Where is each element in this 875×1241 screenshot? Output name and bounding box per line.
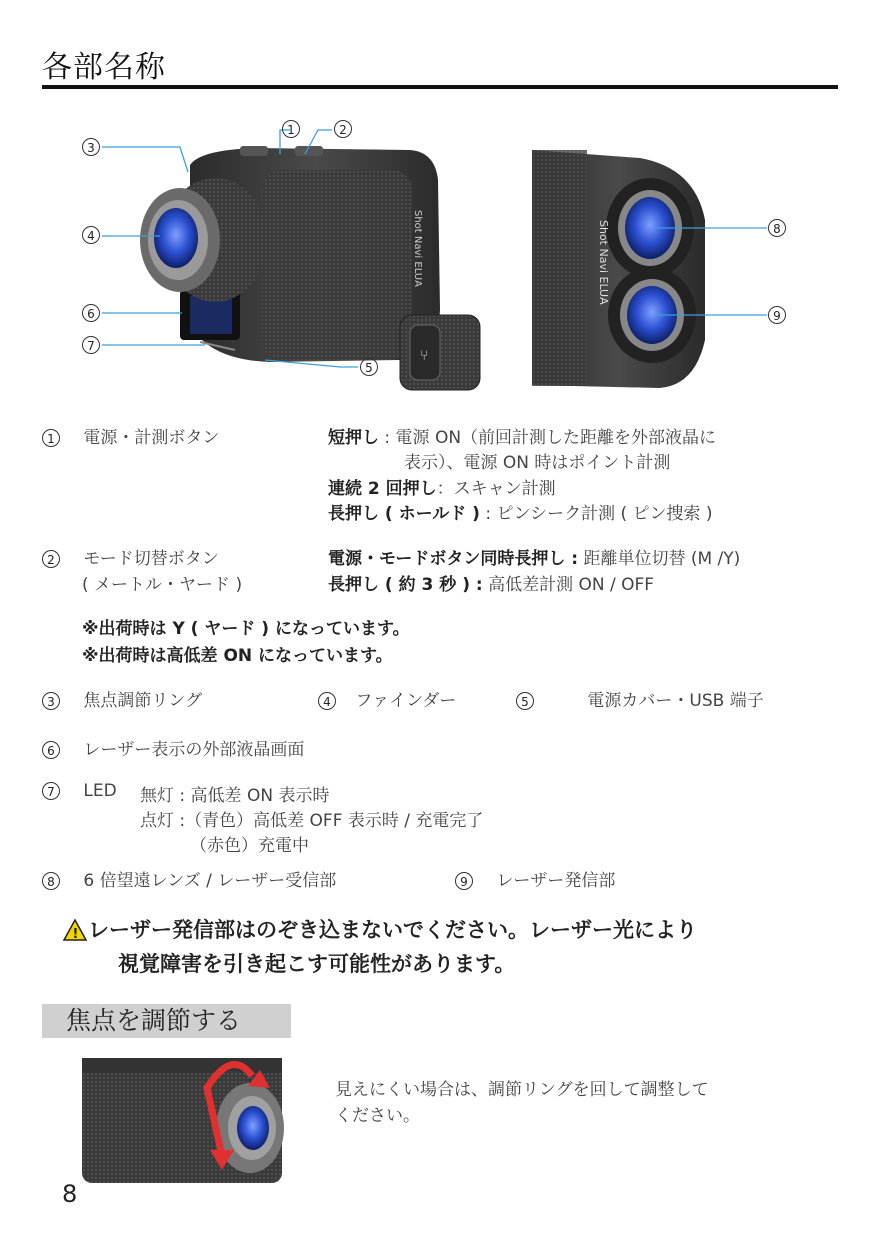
- callout-4: 4: [82, 226, 100, 244]
- item-1-line-1b: 表示）、電源 ON 時はポイント計測: [404, 453, 671, 473]
- item-2: 2 モード切替ボタン: [42, 544, 219, 569]
- callout-2: 2: [334, 120, 352, 138]
- item-2-name2: ( メートル・ヤード ): [82, 575, 243, 595]
- device-diagram: [40, 110, 840, 400]
- device-logo-right: Shot Navi ELUA: [597, 220, 610, 305]
- item-1-name: 電源・計測ボタン: [83, 428, 220, 448]
- focus-illustration: [82, 1048, 292, 1183]
- section-desc-2: ください。: [335, 1106, 420, 1126]
- item-7: 7 LED: [42, 781, 117, 801]
- page-title: 各部名称: [42, 50, 166, 85]
- page-number: 8: [62, 1180, 78, 1208]
- item-7-line-1: 無灯 : 高低差 ON 表示時: [140, 786, 330, 806]
- callout-9: 9: [768, 306, 786, 324]
- item-6: 6 レーザー表示の外部液晶画面: [42, 735, 304, 760]
- callout-3: 3: [82, 138, 100, 156]
- section-desc-1: 見えにくい場合は、調節リングを回して調整して: [335, 1080, 709, 1100]
- item-1-line-1: 短押し : 電源 ON（前回計測した距離を外部液晶に: [328, 428, 717, 448]
- svg-text:⑂: ⑂: [420, 348, 429, 364]
- callout-1: 1: [282, 120, 300, 138]
- item-8: 8 6 倍望遠レンズ / レーザー受信部: [42, 866, 336, 891]
- section-title: 焦点を調節する: [66, 1006, 242, 1035]
- svg-text:!: !: [72, 927, 79, 942]
- item-3: 3 焦点調節リング: [42, 686, 202, 711]
- device-logo-left: Shot Navi ELUA: [412, 210, 423, 287]
- item-7-line-2: 点灯 :（青色）高低差 OFF 表示時 / 充電完了: [140, 811, 484, 831]
- item-2-name: モード切替ボタン: [83, 549, 219, 569]
- item-1-line-2: 連続 2 回押し：スキャン計測: [328, 479, 556, 499]
- warning-icon: [62, 918, 88, 942]
- item-7-line-3: （赤色）充電中: [190, 836, 309, 856]
- callout-8: 8: [768, 219, 786, 237]
- warning-text: レーザー発信部はのぞき込まないでください。レーザー光により 視覚障害を引き起こす可能性があります。: [88, 918, 697, 976]
- item-1: 1 電源・計測ボタン: [42, 423, 219, 448]
- device-rear-view: [532, 150, 705, 388]
- note-1: ※出荷時は Y ( ヤード ) になっています。: [82, 619, 410, 639]
- callout-7: 7: [82, 336, 100, 354]
- device-front-view: [140, 146, 480, 390]
- item-2-line-2: 長押し ( 約 3 秒 ) : 高低差計測 ON / OFF: [328, 575, 655, 595]
- item-2-line-1: 電源・モードボタン同時長押し : 距離単位切替 (M /Y): [328, 549, 741, 569]
- callout-5: 5: [360, 358, 378, 376]
- item-4: 4 ファインダー: [318, 686, 456, 711]
- item-1-line-3: 長押し ( ホールド ) : ピンシーク計測 ( ピン捜索 ): [328, 504, 713, 524]
- note-2: ※出荷時は高低差 ON になっています。: [82, 646, 393, 666]
- item-9: 9 レーザー発信部: [455, 866, 615, 891]
- callout-6: 6: [82, 304, 100, 322]
- item-5: 5 電源カバー・USB 端子: [516, 686, 764, 711]
- title-divider: [42, 85, 838, 89]
